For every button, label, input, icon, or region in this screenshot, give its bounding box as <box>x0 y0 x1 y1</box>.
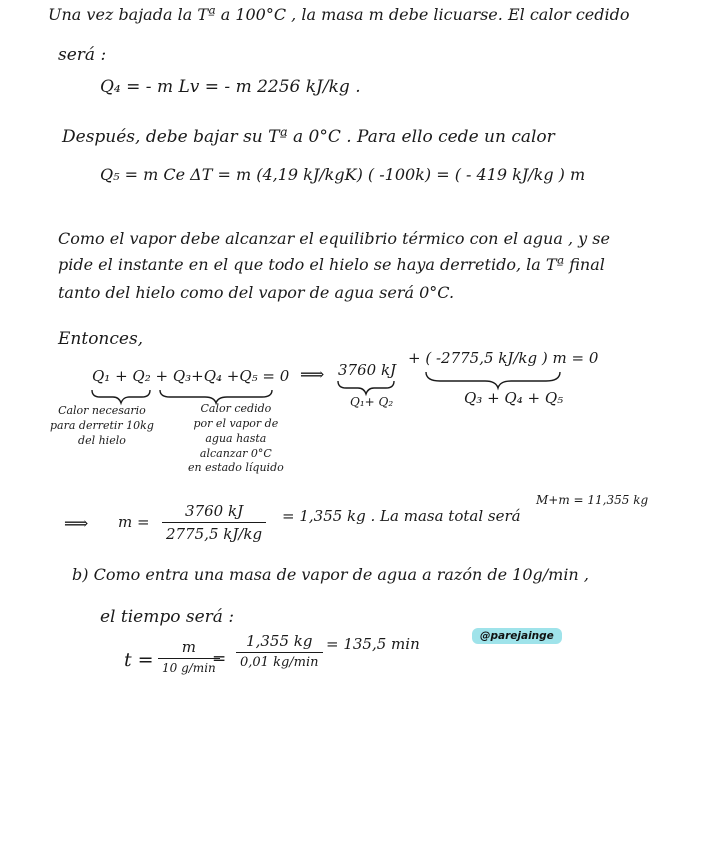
part-b-line-1: b) Como entra una masa de vapor de agua a razón de 10g/min , <box>72 565 589 584</box>
text-line-3: Después, debe bajar su Tª a 0°C . Para ello cede un calor <box>62 127 555 147</box>
energy-balance-right-b: + ( -2775,5 kJ/kg ) m = 0 <box>408 349 599 367</box>
part-b-line-2: el tiempo será : <box>100 607 235 627</box>
paragraph-line-3: tanto del hielo como del vapor de agua será 0°C. <box>58 283 455 302</box>
note-heat-to-melt: Calor necesario para derretir 10kg del hielo <box>50 404 154 447</box>
label-q3-q4-q5: Q₃ + Q₄ + Q₅ <box>464 389 564 407</box>
equation-q5: Q₅ = m Ce ΔT = m (4,19 kJ/kgK) ( -100k) = ( - 419 kJ/kg ) m <box>100 165 586 184</box>
entonces-label: Entonces, <box>58 329 144 349</box>
energy-balance-left: Q₁ + Q₂ + Q₃+Q₄ +Q₅ = 0 <box>92 367 290 385</box>
equation-q4: Q₄ = - m Lv = - m 2256 kJ/kg . <box>100 77 361 97</box>
total-mass: M+m = 11,355 kg <box>536 493 649 507</box>
time-equals: = <box>212 649 227 669</box>
paragraph-line-2: pide el instante en el que todo el hielo se haya derretido, la Tª final <box>58 255 605 274</box>
energy-balance-right-a: 3760 kJ <box>338 361 397 379</box>
time-label: t = <box>124 649 154 671</box>
time-fraction-2: 1,355 kg 0,01 kg/min <box>236 632 323 670</box>
text-line-2: será : <box>58 45 107 65</box>
time-result: = 135,5 min <box>326 635 420 653</box>
paragraph-line-1: Como el vapor debe alcanzar el equilibrio térmico con el agua , y se <box>58 229 610 248</box>
implies-symbol: ⟹ <box>64 514 89 534</box>
text-line-1: Una vez bajada la Tª a 100°C , la masa m debe licuarse. El calor cedido <box>48 5 630 24</box>
implies-arrow: ⟹ <box>300 365 325 385</box>
mass-result: = 1,355 kg . La masa total será <box>282 507 521 525</box>
note-heat-released: Calor cedido por el vapor de agua hasta alcanzar 0°C en estado líquido <box>188 402 284 475</box>
time-fraction-1: m 10 g/min <box>158 638 220 675</box>
mass-label: m = <box>118 513 150 531</box>
mass-fraction: 3760 kJ 2775,5 kJ/kg <box>162 502 266 543</box>
author-watermark: @parejainge <box>472 628 562 644</box>
label-q1-q2: Q₁+ Q₂ <box>350 395 394 409</box>
